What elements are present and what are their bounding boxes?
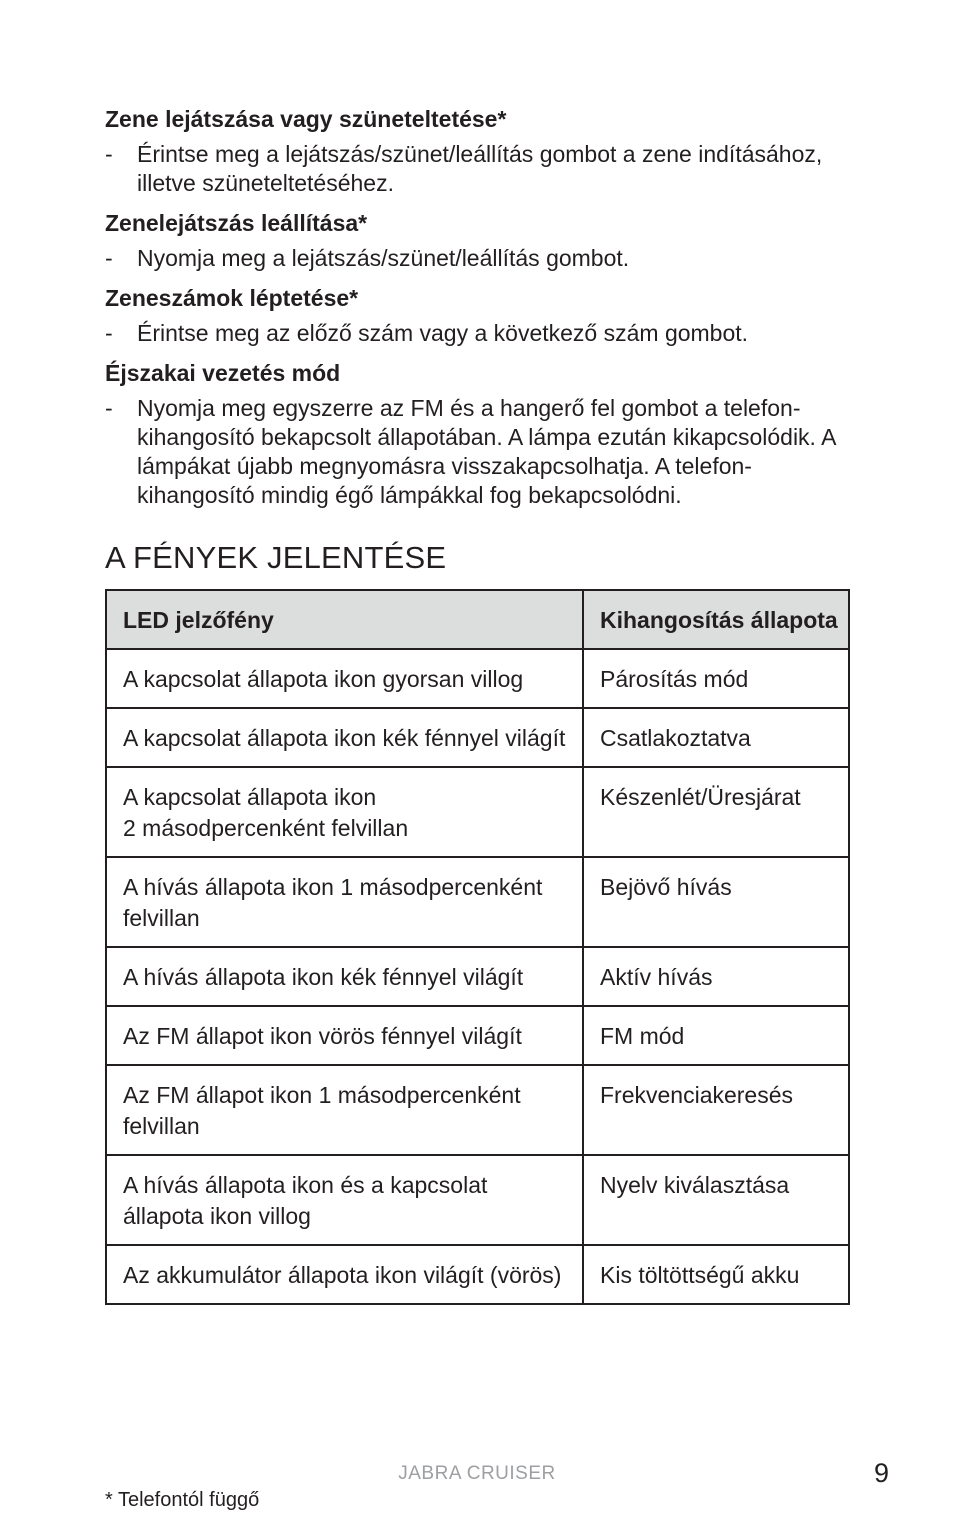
section-play-pause [105, 104, 850, 198]
table-row [106, 947, 849, 1006]
status-cell: Párosítás mód [583, 649, 849, 708]
bullet-item [105, 140, 850, 198]
table-row [106, 767, 849, 857]
status-cell: Készenlét/Üresjárat [583, 767, 849, 857]
section-heading: Zeneszámok léptetése* [105, 285, 359, 311]
bullet-text: Nyomja meg a lejátszás/szünet/leállítás gombot. [137, 245, 630, 271]
table-row [106, 1155, 849, 1245]
page-content [105, 104, 850, 1305]
section-stop-music [105, 208, 850, 273]
table-row [106, 1065, 849, 1155]
header-handsfree-status: Kihangosítás állapota [583, 590, 849, 649]
status-cell: Aktív hívás [583, 947, 849, 1006]
footnote: * Telefontól függő [105, 1489, 260, 1511]
bullet-dash: - [105, 320, 113, 346]
section-heading: Éjszakai vezetés mód [105, 360, 341, 386]
table-row [106, 649, 849, 708]
led-cell: Az FM állapot ikon 1 másodpercenként felvillan [106, 1065, 583, 1155]
bullet-item [105, 319, 850, 348]
led-meaning-table [105, 589, 850, 1305]
status-cell: Kis töltöttségű akku [583, 1245, 849, 1304]
led-cell: A kapcsolat állapota ikon kék fénnyel világít [106, 708, 583, 767]
status-cell: Nyelv kiválasztása [583, 1155, 849, 1245]
section-heading: Zenelejátszás leállítása* [105, 210, 368, 236]
page-number: 9 [874, 1458, 890, 1488]
lights-section-title: A FÉNYEK JELENTÉSE [105, 540, 447, 575]
table-row [106, 1006, 849, 1065]
led-cell: Az akkumulátor állapota ikon világít (vörös) [106, 1245, 583, 1304]
section-track-skip [105, 283, 850, 348]
led-cell: A kapcsolat állapota ikon gyorsan villog [106, 649, 583, 708]
status-cell: FM mód [583, 1006, 849, 1065]
bullet-dash: - [105, 141, 113, 167]
bullet-text: Érintse meg az előző szám vagy a következő szám gombot. [137, 320, 749, 346]
section-night-mode [105, 358, 850, 510]
status-cell: Bejövő hívás [583, 857, 849, 947]
bullet-item [105, 394, 850, 510]
section-heading: Zene lejátszása vagy szüneteltetése* [105, 106, 507, 132]
table-row [106, 857, 849, 947]
table-header-row [106, 590, 849, 649]
bullet-item [105, 244, 850, 273]
bullet-dash: - [105, 395, 113, 421]
status-cell: Csatlakoztatva [583, 708, 849, 767]
led-cell: A kapcsolat állapota ikon 2 másodpercenként felvillan [106, 767, 583, 857]
status-cell: Frekvenciakeresés [583, 1065, 849, 1155]
footer-brand: JABRA CRUISER [398, 1463, 556, 1484]
led-cell: A hívás állapota ikon kék fénnyel világít [106, 947, 583, 1006]
table-row [106, 708, 849, 767]
led-cell: Az FM állapot ikon vörös fénnyel világít [106, 1006, 583, 1065]
bullet-dash: - [105, 245, 113, 271]
table-row [106, 1245, 849, 1304]
bullet-text: Érintse meg a lejátszás/szünet/leállítás gombot a zene indításához, illetve szüneteltetéséhez. [137, 141, 823, 196]
led-cell: A hívás állapota ikon 1 másodpercenként felvillan [106, 857, 583, 947]
led-cell: A hívás állapota ikon és a kapcsolat állapota ikon villog [106, 1155, 583, 1245]
bullet-text: Nyomja meg egyszerre az FM és a hangerő fel gombot a telefon-kihangosító bekapcsolt állapotában. A lámpa ezután kikapcsolódik. A lámpákat újabb megnyomásra visszakapcsolhatja. A telefon-kihangosító mindig égő lámpákkal fog bekapcsolódni. [137, 395, 836, 508]
header-led-indicator: LED jelzőfény [106, 590, 583, 649]
